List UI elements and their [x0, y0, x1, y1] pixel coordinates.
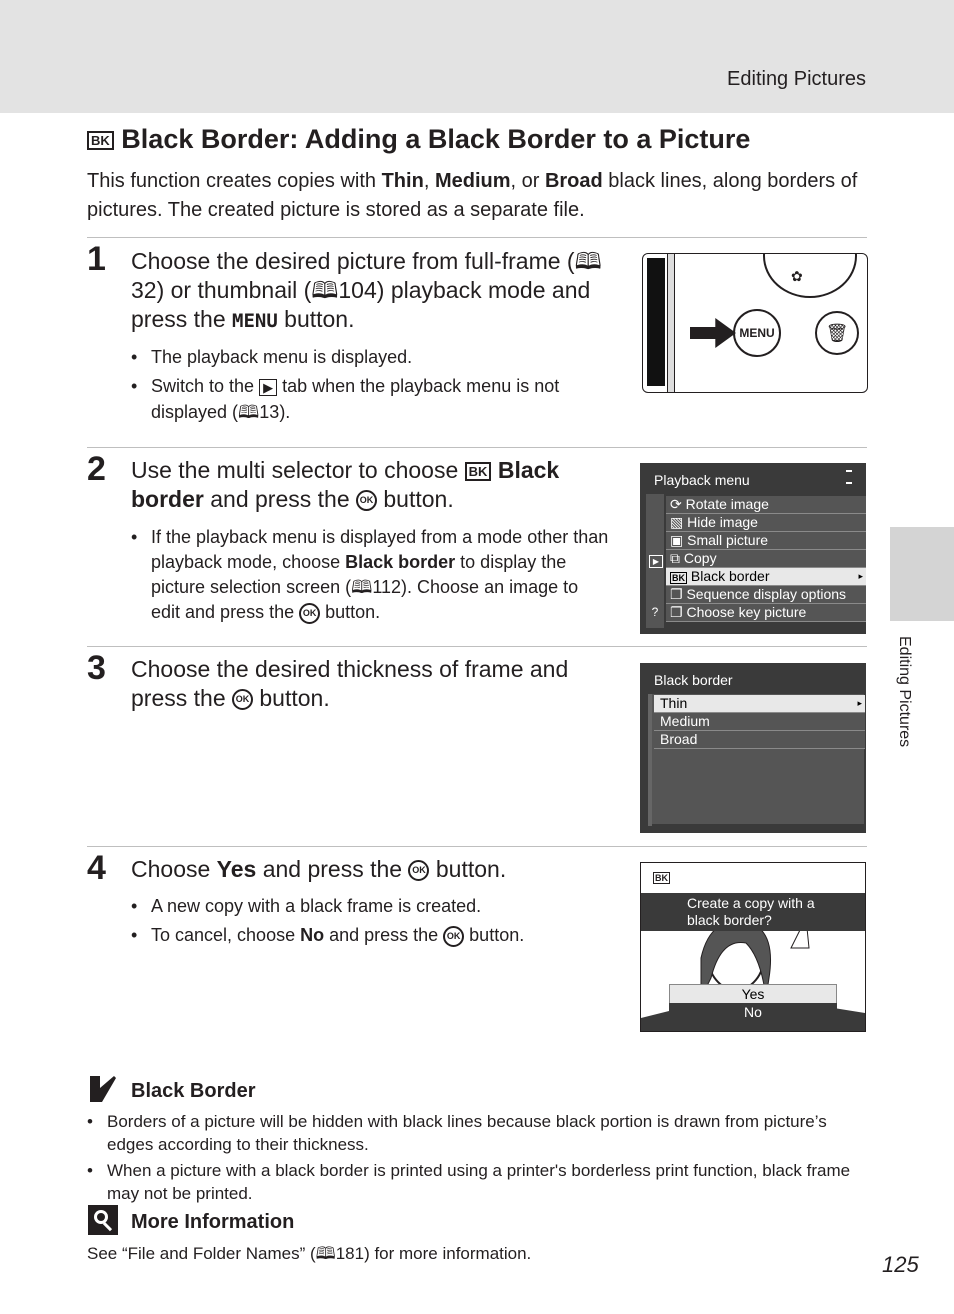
list-item: • Borders of a picture will be hidden with black lines because black portion is drawn from picture’s edges according to their thickness. [87, 1110, 867, 1156]
intro-or: , or [510, 170, 545, 192]
option-label: Medium [660, 713, 710, 729]
note-list [87, 1110, 867, 1208]
step-4-text-b: and press the [256, 856, 409, 882]
camera-rail [667, 254, 675, 392]
menu-button-icon: MENU [733, 309, 781, 357]
scroll-indicator [846, 470, 852, 484]
bullet-text: The playback menu is displayed. [151, 347, 413, 367]
bullet-text: Switch to the [151, 376, 260, 396]
step-1-instruction [131, 247, 621, 336]
black-border-icon: BK [672, 573, 685, 583]
note-title: Black Border [131, 1080, 256, 1102]
step-1-text-d: button. [277, 306, 355, 332]
menu-item-label: Small picture [687, 532, 769, 548]
page-title-text: Black Border: Adding a Black Border to a Picture [121, 124, 751, 154]
step-4-bold: Yes [216, 856, 257, 882]
option-label: Broad [660, 731, 698, 747]
more-info-text [87, 1241, 531, 1270]
step-3-text-a: Choose the desired thickness of frame and press the [131, 656, 569, 711]
playback-menu-screen [640, 463, 866, 634]
step-1-bullets [131, 345, 611, 429]
divider [87, 846, 867, 847]
menu-item-hide[interactable] [666, 514, 866, 532]
list-item [131, 525, 611, 625]
step-1-text-b: ) or thumbnail ( [156, 277, 312, 303]
bullet-text: To cancel, choose [151, 925, 301, 945]
option-thin[interactable] [654, 695, 865, 713]
step-2-text-a: Use the multi selector to choose [131, 457, 465, 483]
menu-item-label: Hide image [687, 514, 758, 530]
option-medium[interactable] [654, 713, 865, 731]
step-2-bullets [131, 525, 611, 629]
copy-icon: ⧉ [670, 550, 684, 566]
chevron-right-icon: ▸ [857, 698, 862, 708]
step-3-instruction [131, 655, 621, 713]
rotate-icon: ⟳ [670, 496, 686, 512]
prompt-text: Create a copy with a black border? [687, 895, 815, 928]
step-2-text-b: and press the [203, 486, 356, 512]
book-icon: 🕮 [238, 402, 260, 422]
black-border-icon: BK [655, 873, 668, 883]
camera-illustration [642, 253, 868, 393]
intro-text-2: black lines, along borders of pictures. The created picture is stored as a separate file. [87, 170, 858, 221]
page-title [87, 124, 750, 155]
help-icon: ? [651, 605, 659, 619]
note-title: More Information [131, 1211, 295, 1233]
option-yes[interactable]: Yes [669, 984, 837, 1004]
list-item [131, 923, 611, 948]
menu-item-key-picture[interactable] [666, 604, 866, 622]
step-number: 1 [87, 240, 106, 278]
page-ref: 112 [372, 577, 402, 597]
ok-button-icon: OK [443, 926, 464, 947]
list-item [131, 894, 611, 919]
book-icon: 🕮 [311, 277, 339, 303]
ok-button-icon: OK [356, 490, 377, 511]
black-border-icon: BK [87, 131, 114, 150]
divider [87, 646, 867, 647]
menu-item-rotate[interactable] [666, 496, 866, 514]
bullet-text: to display the picture selection screen ( [151, 552, 567, 597]
intro-text-1: This function creates copies with [87, 170, 382, 192]
menu-item-label: Sequence display options [686, 586, 847, 602]
header-band [0, 0, 954, 113]
page-number: 125 [882, 1252, 919, 1277]
ok-button-icon: OK [299, 603, 320, 624]
step-number: 4 [87, 849, 106, 887]
caution-check-icon [88, 1074, 118, 1104]
chevron-right-icon: ▸ [858, 571, 863, 581]
step-4-text-a: Choose [131, 856, 217, 882]
intro-medium: Medium [434, 170, 511, 192]
key-picture-icon: ❐ [670, 604, 687, 620]
step-4-instruction [131, 855, 621, 884]
step-2-instruction [131, 456, 601, 514]
black-border-screen [640, 663, 866, 833]
bullet-text: ). Choose an image to edit and press the [151, 577, 579, 622]
sequence-icon: ❐ [670, 586, 687, 602]
playback-tab-icon: ▶ [259, 379, 277, 396]
menu-item-copy[interactable] [666, 550, 866, 568]
option-broad[interactable] [654, 731, 865, 749]
step-3-text-b: button. [253, 685, 330, 711]
page-ref: 181 [335, 1244, 365, 1263]
menu-item-black-border[interactable] [666, 568, 866, 586]
bullet-text: If the playback menu is displayed from a mode other than playback mode, choose [151, 527, 609, 572]
book-icon: 🕮 [574, 248, 602, 274]
divider [87, 237, 867, 238]
ok-button-icon: OK [232, 689, 253, 710]
menu-item-sequence[interactable] [666, 586, 866, 604]
bullet-bold: No [300, 925, 325, 945]
menu-item-label: Black border [690, 568, 770, 584]
running-header: Editing Pictures [727, 68, 866, 90]
page-ref: 104 [338, 277, 377, 303]
side-tab-label: Editing Pictures [896, 636, 913, 748]
bullet-text: tab when the playback menu is not displayed ( [151, 376, 560, 422]
more-info-text-b: ) for more information. [364, 1244, 532, 1263]
menu-item-label: Copy [683, 550, 717, 566]
book-icon: 🕮 [315, 1244, 336, 1263]
step-number: 2 [87, 450, 106, 488]
macro-icon: ✿ [791, 268, 803, 284]
bullet-text: ). [279, 402, 291, 422]
bullet-text: button. [464, 925, 525, 945]
option-label: Thin [660, 695, 688, 711]
bullet-bold: Black border [345, 552, 456, 572]
bullet-text: button. [320, 602, 381, 622]
step-1-text-a: Choose the desired picture from full-frame ( [131, 248, 575, 274]
intro-comma: , [423, 170, 435, 192]
screen-title: Black border [654, 672, 733, 688]
step-1-text-c: ) playback mode and press the [131, 277, 591, 332]
arrow-icon [690, 318, 736, 348]
menu-item-label: Choose key picture [686, 604, 807, 620]
option-no[interactable]: No [669, 1003, 837, 1022]
menu-item-small-picture[interactable] [666, 532, 866, 550]
step-number: 3 [87, 649, 106, 687]
magnifier-note-icon [88, 1205, 118, 1235]
step-4-bullets [131, 894, 611, 952]
intro-broad: Broad [544, 170, 603, 192]
menu-item-label: Rotate image [685, 496, 769, 512]
trash-icon: 🗑 [815, 311, 859, 355]
camera-body-edge [647, 258, 665, 386]
step-2-bold: Black border [131, 457, 560, 512]
playback-tab-icon: ▶ [649, 555, 663, 568]
bullet-text: and press the [324, 925, 444, 945]
more-info-text-a: See “File and Folder Names” ( [87, 1244, 316, 1263]
step-2-text-c: button. [377, 486, 454, 512]
screen-title: Playback menu [654, 472, 750, 488]
intro-thin: Thin [381, 170, 424, 192]
menu-icon: MENU [232, 310, 278, 332]
list-item [131, 345, 611, 370]
multi-selector [763, 253, 857, 298]
step-4-text-c: button. [429, 856, 507, 882]
page-ref: 32 [131, 277, 157, 303]
black-border-icon: BK [465, 462, 492, 481]
side-tab [890, 527, 954, 621]
bullet-text: A new copy with a black frame is created. [151, 896, 482, 916]
divider [87, 447, 867, 448]
confirm-screen [640, 862, 866, 1032]
list-item [131, 374, 611, 425]
small-picture-icon: ▣ [670, 532, 688, 548]
page-ref: 13 [259, 402, 280, 422]
ok-button-icon: OK [408, 860, 429, 881]
intro-paragraph [87, 167, 867, 225]
hide-icon: ▧ [670, 514, 688, 530]
book-icon: 🕮 [351, 577, 373, 597]
list-item: • When a picture with a black border is printed using a printer's borderless print function, black frame may not be printed. [87, 1159, 867, 1205]
